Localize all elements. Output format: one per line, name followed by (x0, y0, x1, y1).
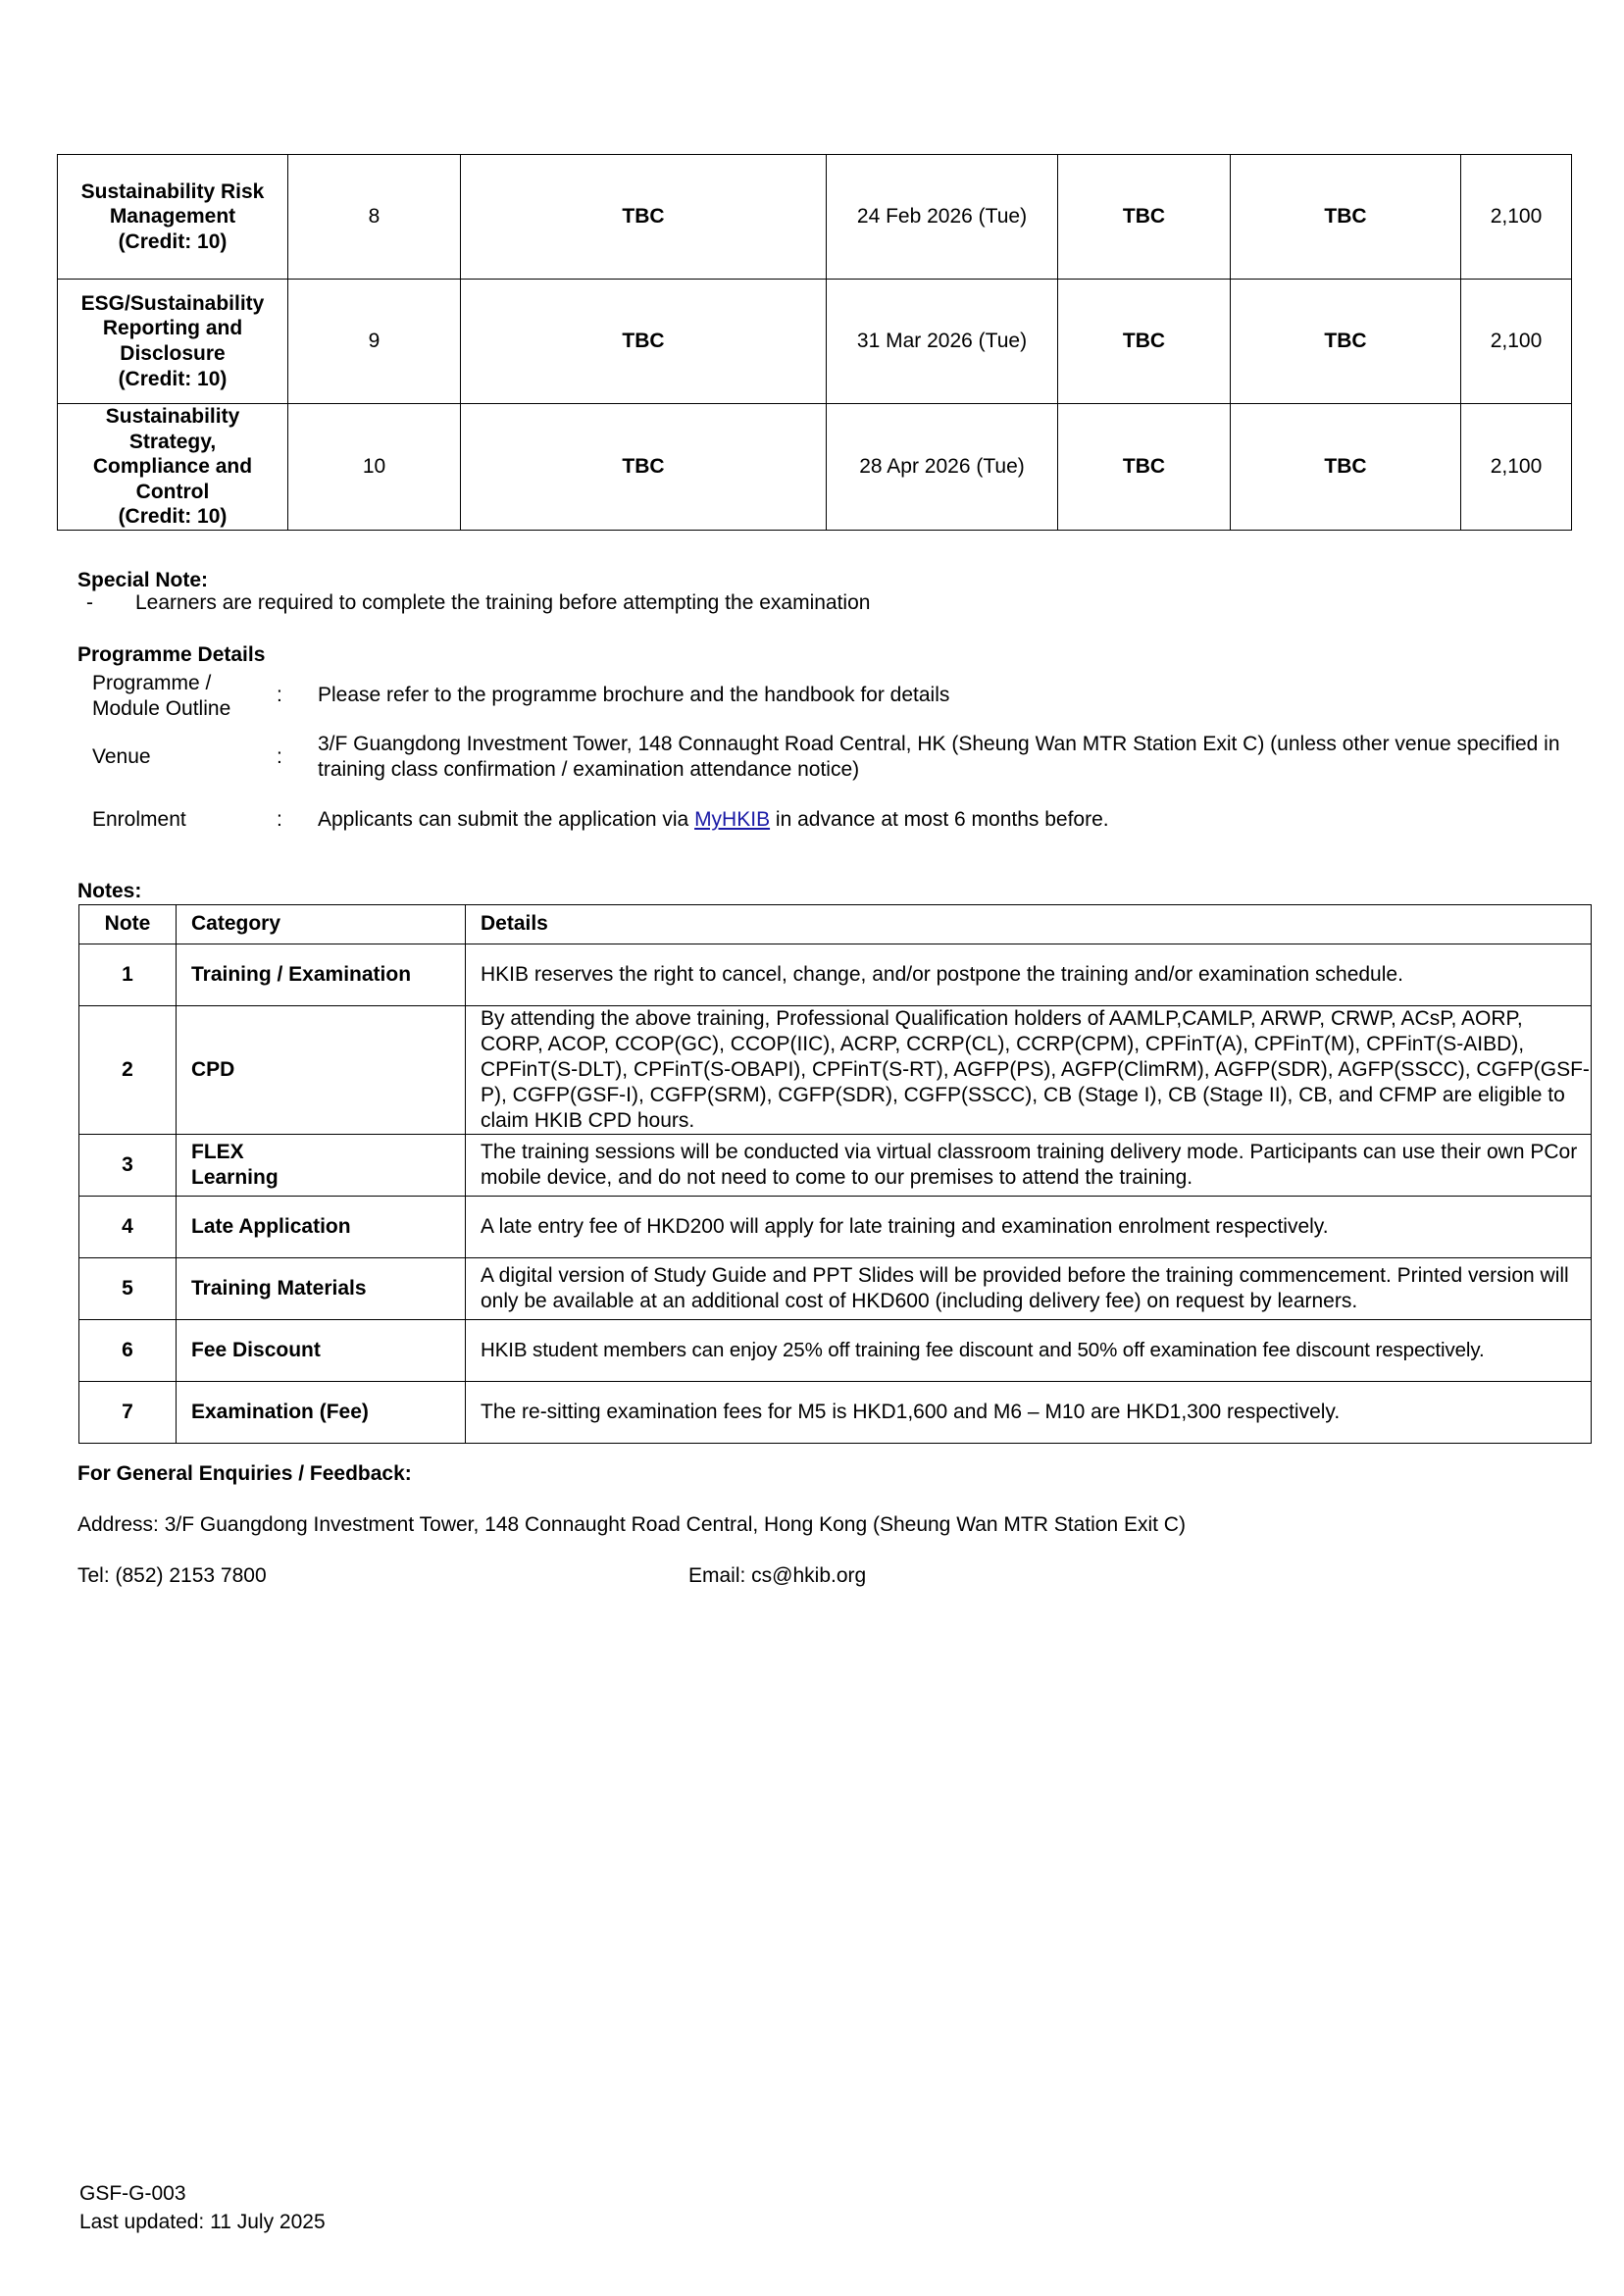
note-details: A digital version of Study Guide and PPT Slides will be provided before the training commencement. Printed version will only be available at an additional cost of HKD600 (including delivery fee) on request by learners. (466, 1258, 1592, 1320)
schedule-row (58, 404, 1572, 531)
schedule-cell-tbc: TBC (461, 404, 827, 531)
schedule-cell-tbc: TBC (1058, 280, 1231, 404)
venue-label: Venue (92, 745, 151, 768)
detail-colon: : (277, 684, 282, 706)
programme-details-title: Programme Details (77, 643, 266, 666)
module-number: 10 (288, 404, 461, 531)
note-category: FLEX Learning (177, 1135, 466, 1197)
note-details: HKIB reserves the right to cancel, change, and/or postpone the training and/or examination schedule. (466, 944, 1592, 1006)
email-text: Email: cs@hkib.org (688, 1564, 867, 1587)
schedule-cell-tbc: TBC (1058, 404, 1231, 531)
note-number: 3 (79, 1135, 177, 1197)
note-number: 7 (79, 1382, 177, 1444)
telephone-text: Tel: (852) 2153 7800 (77, 1564, 267, 1587)
note-number: 1 (79, 944, 177, 1006)
schedule-cell-tbc: TBC (1231, 280, 1461, 404)
schedule-cell-tbc: TBC (461, 155, 827, 280)
schedule-table (57, 154, 1572, 531)
bullet-dash: - (86, 591, 93, 614)
schedule-date: 31 Mar 2026 (Tue) (827, 280, 1058, 404)
notes-table (78, 904, 1592, 1444)
notes-header-row (79, 905, 1592, 944)
outline-value: Please refer to the programme brochure and the handbook for details (318, 684, 950, 706)
special-note-title: Special Note: (77, 569, 209, 591)
note-category: Late Application (177, 1197, 466, 1258)
note-details: By attending the above training, Professional Qualification holders of AAMLP,CAMLP, ARWP, CRWP, ACsP, AORP, CORP, ACOP, CCOP(GC), CCOP(IIC), ACRP, CCRP(CL), CCRP(CPM), CPFinT(A), CPFinT(M), CPFinT(S-AIBD), CPFinT(S-DLT), CPFinT(S-OBAPI), CPFinT(S-RT), AGFP(PS), AGFP(ClimRM), AGFP(SDR), AGFP(SSCC), CGFP(GSF-P), CGFP(GSF-I), CGFP(SRM), CGFP(SDR), CGFP(SSCC), CB (Stage I), CB (Stage II), CB, and CFMP are eligible to claim HKIB CPD hours. (466, 1006, 1592, 1135)
table-row (79, 1197, 1592, 1258)
note-number: 4 (79, 1197, 177, 1258)
enquiries-title: For General Enquiries / Feedback: (77, 1462, 412, 1485)
notes-title: Notes: (77, 880, 142, 902)
enrolment-value: Applicants can submit the application via MyHKIB in advance at most 6 months before. (318, 808, 1109, 831)
column-header-category: Category (177, 905, 466, 944)
table-row (79, 1258, 1592, 1320)
schedule-cell-tbc: TBC (1231, 404, 1461, 531)
module-number: 8 (288, 155, 461, 280)
note-category: Fee Discount (177, 1320, 466, 1382)
special-note-item (86, 590, 870, 616)
table-row (79, 1382, 1592, 1444)
table-row (79, 1135, 1592, 1197)
note-category: Examination (Fee) (177, 1382, 466, 1444)
note-details: A late entry fee of HKD200 will apply for late training and examination enrolment respectively. (466, 1197, 1592, 1258)
table-row (79, 944, 1592, 1006)
module-number: 9 (288, 280, 461, 404)
schedule-row (58, 280, 1572, 404)
last-updated: Last updated: 11 July 2025 (79, 2211, 326, 2233)
table-row (79, 1006, 1592, 1135)
note-details: The training sessions will be conducted via virtual classroom training delivery mode. Participants can use their own PCor mobile device, and do not need to come to our premises to attend the training. (466, 1135, 1592, 1197)
detail-colon: : (277, 808, 282, 831)
note-category: CPD (177, 1006, 466, 1135)
schedule-fee: 2,100 (1461, 155, 1572, 280)
detail-colon: : (277, 745, 282, 768)
venue-value: 3/F Guangdong Investment Tower, 148 Connaught Road Central, HK (Sheung Wan MTR Station Exit C) (unless other venue specified in training class confirmation / examination attendance notice) (318, 733, 1560, 782)
note-number: 2 (79, 1006, 177, 1135)
schedule-fee: 2,100 (1461, 404, 1572, 531)
note-number: 6 (79, 1320, 177, 1382)
schedule-cell-tbc: TBC (1231, 155, 1461, 280)
document-code: GSF-G-003 (79, 2182, 186, 2205)
schedule-date: 28 Apr 2026 (Tue) (827, 404, 1058, 531)
schedule-cell-tbc: TBC (1058, 155, 1231, 280)
enrolment-label: Enrolment (92, 808, 186, 831)
schedule-row (58, 155, 1572, 280)
module-name: Sustainability Strategy, Compliance and Control (Credit: 10) (58, 404, 288, 531)
outline-label: Programme / Module Outline (92, 672, 231, 721)
schedule-date: 24 Feb 2026 (Tue) (827, 155, 1058, 280)
note-details: HKIB student members can enjoy 25% off training fee discount and 50% off examination fee discount respectively. (466, 1320, 1592, 1382)
special-note-text: Learners are required to complete the training before attempting the examination (135, 591, 871, 614)
module-name: ESG/Sustainability Reporting and Disclosure (Credit: 10) (58, 280, 288, 404)
column-header-details: Details (466, 905, 1592, 944)
schedule-cell-tbc: TBC (461, 280, 827, 404)
address-text: Address: 3/F Guangdong Investment Tower, 148 Connaught Road Central, Hong Kong (Sheung Wan MTR Station Exit C) (77, 1513, 1186, 1536)
schedule-fee: 2,100 (1461, 280, 1572, 404)
myhkib-link[interactable]: MyHKIB (694, 808, 771, 831)
module-name: Sustainability Risk Management (Credit: 10) (58, 155, 288, 280)
column-header-note: Note (79, 905, 177, 944)
note-details: The re-sitting examination fees for M5 is HKD1,600 and M6 – M10 are HKD1,300 respectively. (466, 1382, 1592, 1444)
note-number: 5 (79, 1258, 177, 1320)
note-category: Training Materials (177, 1258, 466, 1320)
table-row (79, 1320, 1592, 1382)
note-category: Training / Examination (177, 944, 466, 1006)
